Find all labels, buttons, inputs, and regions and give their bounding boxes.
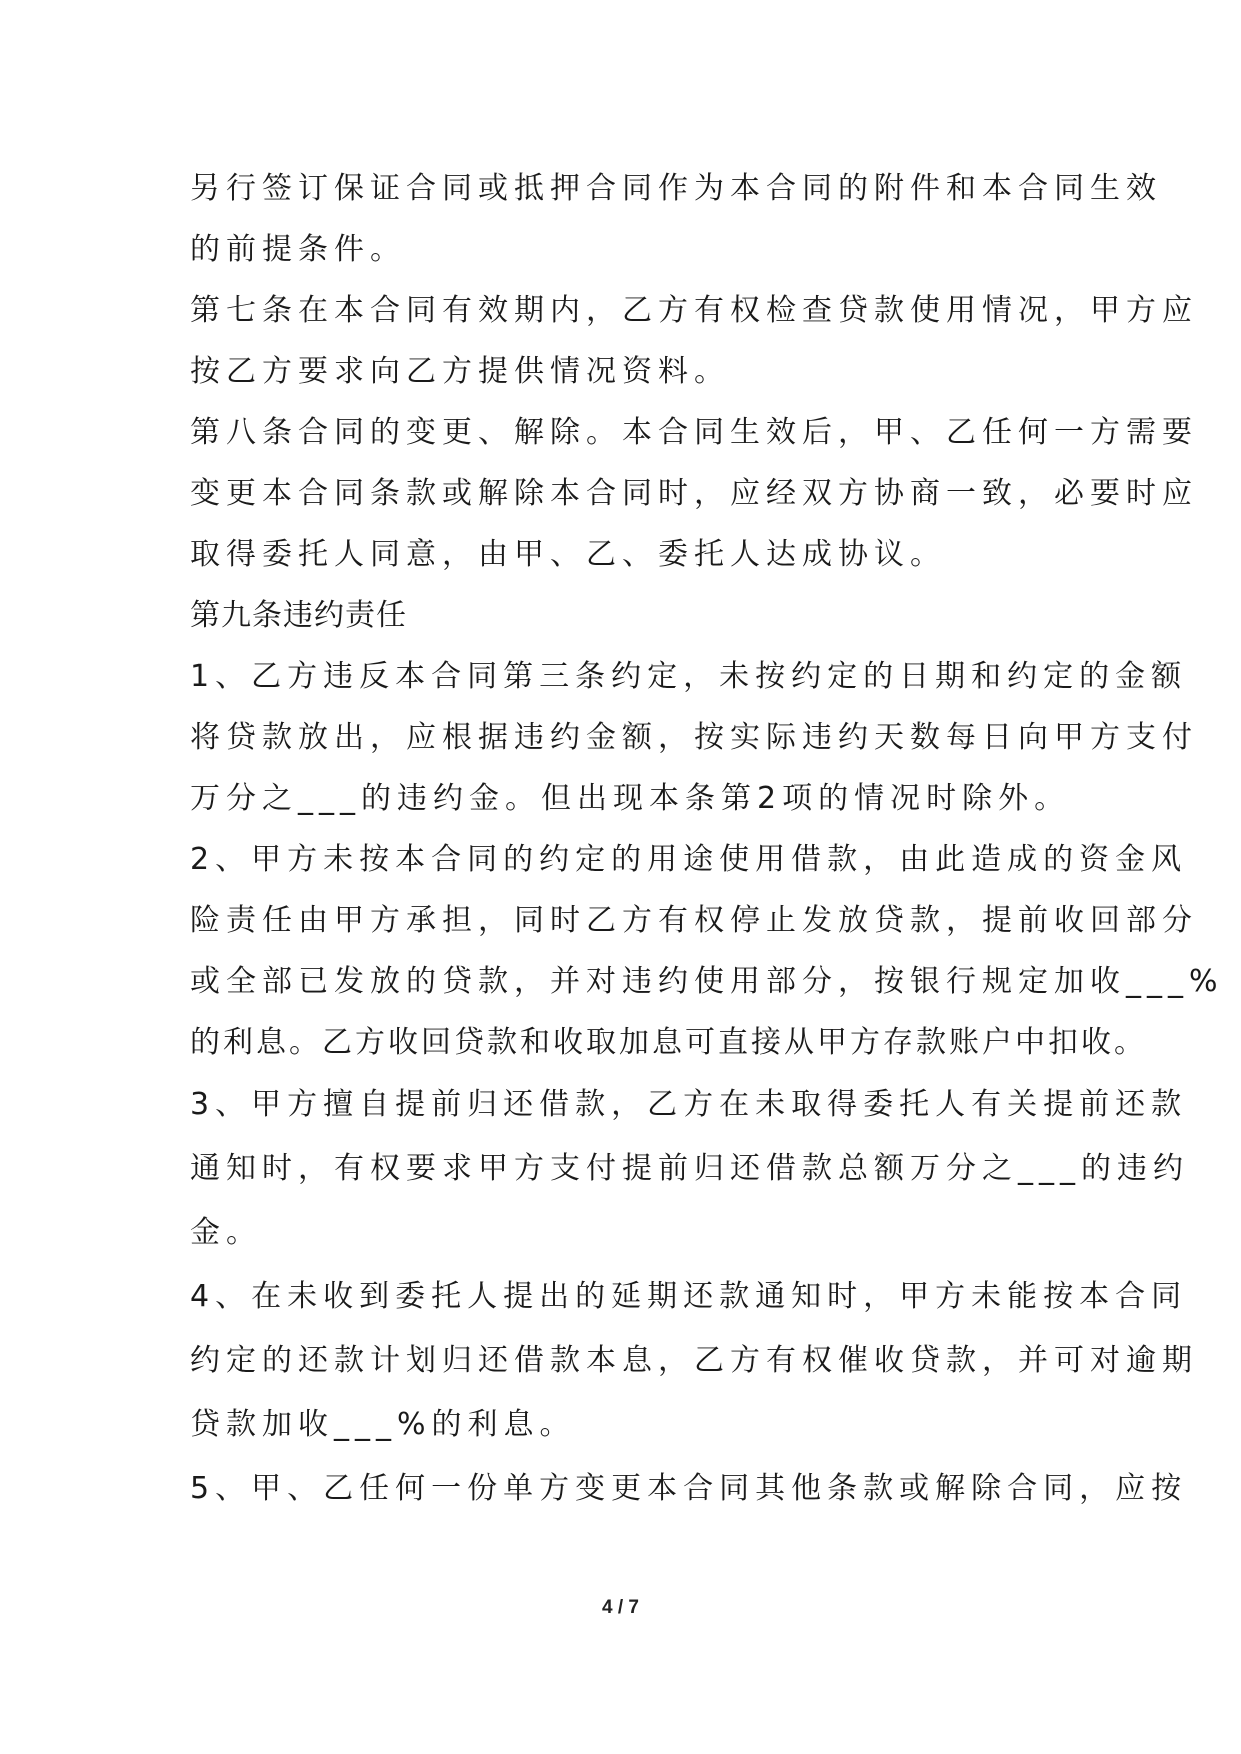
text-line: 第七条在本合同有效期内，乙方有权检查贷款使用情况，甲方应 [190, 293, 1198, 328]
text-line: 3、甲方擅自提前归还借款，乙方在未取得委托人有关提前还款 [190, 1087, 1188, 1122]
text-line: 的利息。乙方收回贷款和收取加息可直接从甲方存款账户中扣收。 [190, 1025, 1147, 1060]
page-number: 4 / 7 [602, 1597, 639, 1618]
text-line: 或全部已发放的贷款，并对违约使用部分，按银行规定加收___% [190, 964, 1224, 999]
text-line: 贷款加收___%的利息。 [190, 1407, 576, 1442]
text-line: 约定的还款计划归还借款本息，乙方有权催收贷款，并可对逾期 [190, 1343, 1198, 1378]
text-line: 取得委托人同意，由甲、乙、委托人达成协议。 [190, 537, 946, 572]
text-line: 1、乙方违反本合同第三条约定，未按约定的日期和约定的金额 [190, 659, 1188, 694]
text-line: 第八条合同的变更、解除。本合同生效后，甲、乙任何一方需要 [190, 415, 1198, 450]
text-line: 另行签订保证合同或抵押合同作为本合同的附件和本合同生效 [190, 171, 1162, 206]
text-line: 万分之___的违约金。但出现本条第2项的情况时除外。 [190, 781, 1071, 816]
text-line: 的前提条件。 [190, 232, 406, 267]
text-line: 5、甲、乙任何一份单方变更本合同其他条款或解除合同，应按 [190, 1471, 1188, 1506]
text-line: 险责任由甲方承担，同时乙方有权停止发放贷款，提前收回部分 [190, 903, 1198, 938]
text-line: 通知时，有权要求甲方支付提前归还借款总额万分之___的违约 [190, 1151, 1189, 1186]
text-line: 按乙方要求向乙方提供情况资料。 [190, 354, 730, 389]
document-body [190, 158, 1224, 1521]
text-line: 金。 [190, 1215, 262, 1250]
text-line: 2、甲方未按本合同的约定的用途使用借款，由此造成的资金风 [190, 842, 1188, 877]
section-heading: 第九条违约责任 [190, 598, 407, 633]
text-line: 将贷款放出，应根据违约金额，按实际违约天数每日向甲方支付 [190, 720, 1198, 755]
text-line: 4、在未收到委托人提出的延期还款通知时，甲方未能按本合同 [190, 1279, 1188, 1314]
text-line: 变更本合同条款或解除本合同时，应经双方协商一致，必要时应 [190, 476, 1198, 511]
